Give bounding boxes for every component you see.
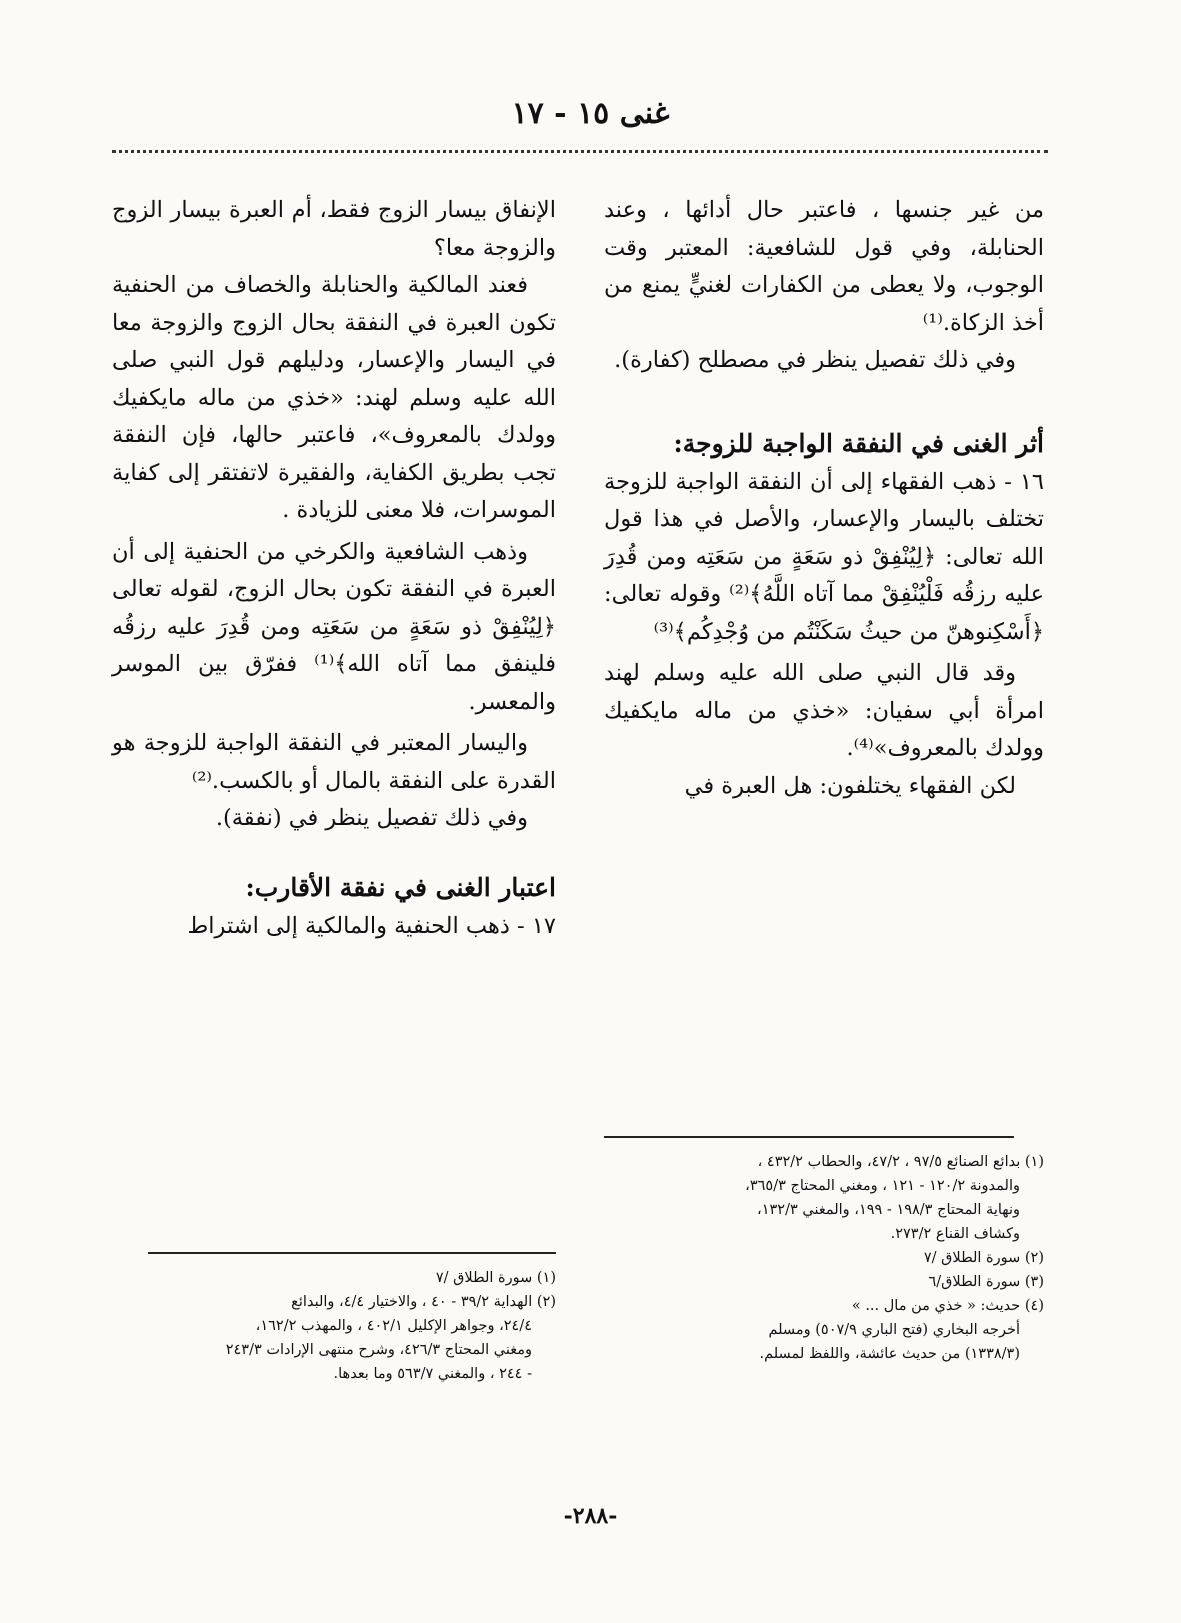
right-paragraph-last: لكن الفقهاء يختلفون: هل العبرة في — [684, 772, 1016, 799]
section-heading-relatives-maintenance: اعتبار الغنى في نفقة الأقارب: — [245, 872, 556, 902]
footnote-line: (٢) الهداية ٣٩/٢ - ٤٠ ، والاختيار ٤/٤، والبدائع — [291, 1294, 556, 1310]
left-paragraph-4: واليسار المعتبر في النفقة الواجبة للزوجة هو القدرة على النفقة بالمال أو بالكسب.⁽²⁾ — [112, 730, 556, 794]
footnote-line: ونهاية المحتاج ١٩٨/٣ - ١٩٩، والمغني ١٣٢/٣، — [757, 1202, 1020, 1218]
footnote-line: - ٢٤٤ ، والمغني ٥٦٣/٧ وما بعدها. — [333, 1366, 532, 1382]
footnote-line: (١) بدائع الصنائع ٩٧/٥ ، ٤٧/٢، والحطاب ٤٣٢/٢ ، — [757, 1154, 1044, 1170]
right-paragraph-1: من غير جنسها ، فاعتبر حال أدائها ، وعند الحنابلة، وفي قول للشافعية: المعتبر وقت الوجوب، ولا يعطى من الكفارات لغنيٍّ يمنع من أخذ الزكاة.⁽¹⁾ — [604, 197, 1044, 336]
footnote-line: أخرجه البخاري (فتح الباري ٥٠٧/٩) ومسلم — [768, 1322, 1020, 1338]
left-paragraph-1: الإنفاق بيسار الزوج فقط، أم العبرة بيسار الزوج والزوجة معا؟ — [112, 197, 556, 261]
page-number: -٢٨٨- — [563, 1503, 618, 1529]
right-paragraph-16: ١٦ - ذهب الفقهاء إلى أن النفقة الواجبة للزوجة تختلف باليسار والإعسار، والأصل في هذا قول الله تعالى: ﴿لِيُنْفِقْ ذو سَعَةٍ من سَعَتِه ومن قُدِرَ عليه رزقُه فَلْيُنْفِقْ مما آتاه اللَّهُ﴾⁽²⁾ وقوله تعالى: ﴿أَسْكِنوهنّ من حيثُ سَكَنْتُم من وُجْدِكُم﴾⁽³⁾ — [604, 468, 1045, 645]
footnote-line: (١) سورة الطلاق /٧ — [435, 1270, 556, 1286]
section-heading-wife-maintenance: أثر الغنى في النفقة الواجبة للزوجة: — [673, 428, 1044, 458]
footnote-line: (٣) سورة الطلاق/٦ — [928, 1274, 1044, 1290]
footnote-line: (٤) حديث: « خذي من مال ... » — [851, 1298, 1044, 1314]
footnote-line: (١٣٣٨/٣) من حديث عائشة، واللفظ لمسلم. — [759, 1346, 1020, 1362]
left-column — [112, 192, 556, 945]
right-footnote-rule — [604, 1136, 1014, 1138]
right-column — [604, 192, 1044, 805]
footnote-line: ومغني المحتاج ٤٢٦/٣، وشرح منتهى الإرادات ٢٤٣/٣ — [225, 1342, 532, 1358]
footnote-line: والمدونة ١٢٠/٢ - ١٢١ ، ومغني المحتاج ٣٦٥/٣، — [745, 1178, 1020, 1194]
left-footnotes — [112, 1266, 556, 1386]
header-dotted-rule — [112, 150, 1048, 153]
right-paragraph-2: وفي ذلك تفصيل ينظر في مصطلح (كفارة). — [614, 347, 1016, 373]
left-paragraph-2: فعند المالكية والحنابلة والخصاف من الحنفية تكون العبرة في النفقة بحال الزوج والزوجة معا في اليسار والإعسار، ودليلهم قول النبي صلى الله عليه وسلم لهند: «خذي من ماله مايكفيك وولدك بالمعروف»، فاعتبر حالها، فإن النفقة تجب بطريق الكفاية، والفقيرة لاتفتقر إلى كفاية الموسرات، فلا معنى للزيادة . — [112, 272, 556, 523]
left-paragraph-17: ١٧ - ذهب الحنفية والمالكية إلى اشتراط — [187, 912, 556, 939]
left-footnote-rule — [148, 1252, 556, 1254]
right-footnotes — [604, 1150, 1044, 1366]
footnote-line: وكشاف القناع ٢٧٣/٢. — [890, 1226, 1020, 1242]
left-paragraph-3: وذهب الشافعية والكرخي من الحنفية إلى أن العبرة في النفقة تكون بحال الزوج، لقوله تعالى ﴿لِيُنْفِقْ ذو سَعَةٍ من سَعَتِه ومن قُدِرَ عليه رزقُه فلينفق مما آتاه الله﴾⁽¹⁾ ففرّق بين الموسر والمعسر. — [112, 538, 556, 715]
footnote-line: ٢٤/٤، وجواهر الإكليل ٤٠٢/١ ، والمهذب ١٦٢/٢، — [255, 1318, 532, 1334]
page-header: غنى ١٥ - ١٧ — [511, 96, 670, 131]
footnote-line: (٢) سورة الطلاق /٧ — [923, 1250, 1044, 1266]
left-paragraph-5: وفي ذلك تفصيل ينظر في (نفقة). — [215, 805, 528, 831]
right-paragraph-hadith: وقد قال النبي صلى الله عليه وسلم لهند امرأة أبي سفيان: «خذي من ماله مايكفيك وولدك بالمعروف»⁽⁴⁾. — [604, 660, 1044, 761]
